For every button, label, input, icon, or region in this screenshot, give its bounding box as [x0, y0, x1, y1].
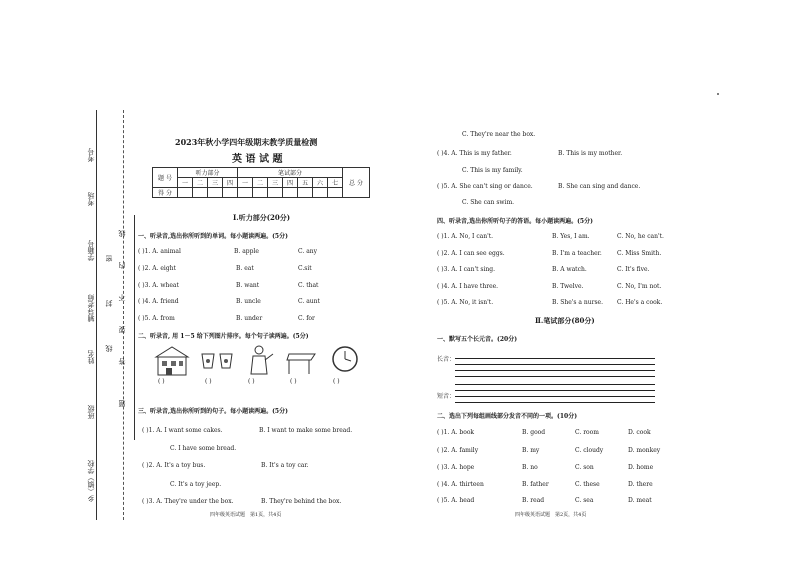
w2-option-d: D. there: [628, 481, 653, 488]
q1-item-1[interactable]: ( )1. A. animal: [138, 248, 181, 255]
exam-room-label: 考场: [87, 192, 95, 206]
w2-option-d: D. monkey: [628, 447, 661, 454]
q4-option-c: C. It's five.: [617, 266, 650, 273]
exam-title: 2023年秋小学四年级期末教学质量检测: [175, 137, 318, 147]
w2-option-b: B. no: [522, 464, 538, 471]
q1-option-b: B. apple: [234, 248, 259, 255]
q1-option-c: C.sit: [298, 265, 312, 272]
q4-option-b: B. She's a nurse.: [552, 299, 604, 306]
edge-mark-1: 线: [118, 230, 126, 237]
col-l3: 三: [208, 178, 223, 188]
col-l1: 一: [178, 178, 193, 188]
q3-option-b: B. They're behind the box.: [261, 498, 342, 505]
edge-mark-6: 题: [118, 400, 126, 407]
score-cell[interactable]: [223, 188, 238, 198]
q4-option-c: C. No, I'm not.: [617, 283, 662, 290]
w2-option-c: C. sea: [575, 497, 594, 504]
w2-option-c: C. room: [575, 429, 599, 436]
edge-mark-2: 内: [118, 262, 126, 269]
exam-subject: 英 语 试 题: [232, 154, 283, 165]
q3-option-c: C. This is my family.: [462, 167, 523, 174]
long-vowel-line[interactable]: [455, 370, 655, 371]
teacups-picture: [200, 348, 236, 374]
q3-item-3[interactable]: ( )3. A. They're under the box.: [142, 498, 234, 505]
score-cell[interactable]: [178, 188, 193, 198]
q1-option-b: B. eat: [236, 265, 254, 272]
w2-item-3[interactable]: ( )3. A. hope: [437, 464, 475, 471]
w2-option-c: C. son: [575, 464, 594, 471]
q1-item-3[interactable]: ( )3. A. wheat: [138, 282, 179, 289]
q4-option-b: B. Yes, I am.: [552, 233, 590, 240]
nurse-picture: [245, 344, 277, 378]
w2-option-d: D. meat: [628, 497, 652, 504]
seal-line: [123, 110, 124, 520]
col-w3: 三: [268, 178, 283, 188]
q3-item-1[interactable]: ( )1. A. I want some cakes.: [142, 427, 223, 434]
col-w1: 一: [238, 178, 253, 188]
q4-item-3[interactable]: ( )3. A. I can't sing.: [437, 266, 496, 273]
school-label: 乡（镇）学校: [87, 460, 95, 502]
q3-item-5[interactable]: ( )5. A. She can't sing or dance.: [437, 183, 533, 190]
q1-item-5[interactable]: ( )5. A. from: [138, 315, 175, 322]
q2-blank-1[interactable]: ( ): [158, 378, 165, 385]
score-cell[interactable]: [268, 188, 283, 198]
q4-option-b: B. Twelve.: [552, 283, 584, 290]
q1-option-c: C. any: [298, 248, 318, 255]
short-vowel-line[interactable]: [455, 402, 655, 403]
binding-line-inner: [134, 215, 135, 440]
w2-option-d: D. home: [628, 464, 654, 471]
short-vowel-line[interactable]: [455, 384, 655, 385]
long-vowel-line[interactable]: [455, 358, 655, 359]
edge-mark-5: 答: [118, 358, 126, 365]
q3-option-b: B. This is my mother.: [558, 150, 623, 157]
part2-heading: Ⅱ.笔试部分(80分): [535, 316, 595, 325]
q4-option-c: C. No, he can't.: [617, 233, 664, 240]
page-footer-right: 四年级英语试题 第2页，共4页: [515, 512, 587, 518]
house-picture: [152, 345, 192, 377]
col-w2: 二: [253, 178, 268, 188]
q3-option-c: C. It's a toy jeep.: [170, 481, 222, 488]
total-header: 总 分: [343, 168, 370, 198]
q4-item-1[interactable]: ( )1. A. No, I can't.: [437, 233, 494, 240]
w2-option-b: B. my: [522, 447, 540, 454]
q3-option-c: C. She can swim.: [462, 199, 515, 206]
score-cell[interactable]: [283, 188, 298, 198]
exam-number-label: 考号: [87, 148, 95, 162]
score-cell[interactable]: [238, 188, 253, 198]
q4-option-b: B. A watch.: [552, 266, 587, 273]
q1-option-b: B. under: [236, 315, 263, 322]
q3-option-c: C. I have some bread.: [170, 445, 237, 452]
page-footer-left: 四年级英语试题 第1页，共4页: [210, 512, 282, 518]
q1-option-c: C. for: [298, 315, 315, 322]
score-cell[interactable]: [253, 188, 268, 198]
q2-blank-2[interactable]: ( ): [205, 378, 212, 385]
w2-option-b: B. read: [522, 497, 545, 504]
long-vowel-line[interactable]: [455, 364, 655, 365]
long-vowel-line[interactable]: [455, 376, 655, 377]
q4-title: 四、听录音,选出你所听句子的答语。每小题读两遍。(5分): [437, 218, 593, 225]
w2-title: 二、选出下列每组画线部分发音不同的一项。(10分): [437, 413, 578, 420]
score-cell[interactable]: [328, 188, 343, 198]
col-w6: 六: [313, 178, 328, 188]
short-vowel-label: 短音：: [437, 393, 456, 400]
q2-title: 二、听录音, 用 1－5 给下列图片排序。每个句子读两遍。(5分): [138, 333, 309, 340]
clock-picture: [330, 344, 360, 376]
w2-item-2[interactable]: ( )2. A. family: [437, 447, 479, 454]
seal-char-mi: 密: [105, 255, 113, 262]
score-table: [152, 167, 370, 198]
w2-option-d: D. cook: [628, 429, 651, 436]
speck: [717, 93, 719, 95]
q3-item-3-option-c: C. They're near the box.: [462, 131, 536, 138]
w2-option-c: C. these: [575, 481, 600, 488]
class-label: 班级: [87, 405, 95, 419]
score-cell[interactable]: [193, 188, 208, 198]
student-id-label: 学籍号: [87, 240, 95, 261]
q4-option-b: B. I'm a teacher.: [552, 250, 602, 257]
w2-item-5[interactable]: ( )5. A. head: [437, 497, 475, 504]
col-w5: 五: [298, 178, 313, 188]
q4-item-2[interactable]: ( )2. A. I can see eggs.: [437, 250, 505, 257]
col-l4: 四: [223, 178, 238, 188]
w2-option-c: C. cloudy: [575, 447, 604, 454]
q3-option-b: B. I want to make some bread.: [259, 427, 353, 434]
written-header: 笔试部分: [238, 168, 343, 178]
q1-option-c: C. that: [298, 282, 319, 289]
q1-item-4[interactable]: ( )4. A. friend: [138, 298, 179, 305]
col-l2: 二: [193, 178, 208, 188]
row-label-number: 题 号: [153, 168, 178, 188]
q2-blank-3[interactable]: ( ): [248, 378, 255, 385]
col-w7: 七: [328, 178, 343, 188]
binding-line-outer: [96, 110, 97, 520]
score-cell[interactable]: [298, 188, 313, 198]
w1-title: 一、默写五个长元音。(20分): [437, 336, 518, 343]
q4-option-c: C. He's a cook.: [617, 299, 663, 306]
long-vowel-label: 长音：: [437, 356, 456, 363]
w2-item-4[interactable]: ( )4. A. thirteen: [437, 481, 484, 488]
score-cell[interactable]: [313, 188, 328, 198]
q3-item-2[interactable]: ( )2. A. It's a toy bus.: [142, 462, 206, 469]
row-label-score: 得 分: [153, 188, 178, 198]
name-label: 姓名: [87, 350, 95, 364]
w2-item-1[interactable]: ( )1. A. book: [437, 429, 475, 436]
q3-option-b: B. It's a toy car.: [261, 462, 309, 469]
q4-item-4[interactable]: ( )4. A. I have three.: [437, 283, 499, 290]
q4-option-c: C. Miss Smith.: [617, 250, 662, 257]
w2-option-b: B. father: [522, 481, 549, 488]
edge-mark-4: 要: [118, 326, 126, 333]
table-picture: [285, 350, 319, 376]
w2-option-b: B. good: [522, 429, 546, 436]
short-vowel-line[interactable]: [455, 396, 655, 397]
q1-option-c: C. aunt: [298, 298, 320, 305]
seal-char-xian: 线: [105, 345, 113, 352]
q1-item-2[interactable]: ( )2. A. eight: [138, 265, 176, 272]
col-w4: 四: [283, 178, 298, 188]
q1-title: 一、听录音,选出你所听到的单词。每小题读两遍。(5分): [138, 233, 288, 240]
edge-mark-3: 不: [118, 294, 126, 301]
score-cell[interactable]: [208, 188, 223, 198]
short-vowel-line[interactable]: [455, 390, 655, 391]
q2-blank-4[interactable]: ( ): [290, 378, 297, 385]
q3-option-b: B. She can sing and dance.: [558, 183, 641, 190]
q4-item-5[interactable]: ( )5. A. No, it isn't.: [437, 299, 494, 306]
q2-blank-5[interactable]: ( ): [333, 378, 340, 385]
q1-option-b: B. want: [236, 282, 260, 289]
part1-heading: Ⅰ.听力部分(20分): [233, 213, 291, 222]
q3-title: 三、听录音,选出你所听到的句子。每小题读两遍。(5分): [138, 408, 288, 415]
teacher-label: 辅导老师: [87, 294, 95, 322]
seal-char-feng: 封: [105, 300, 113, 307]
listening-header: 听力部分: [178, 168, 238, 178]
q3-item-4[interactable]: ( )4. A. This is my father.: [437, 150, 512, 157]
q1-option-b: B. uncle: [236, 298, 261, 305]
